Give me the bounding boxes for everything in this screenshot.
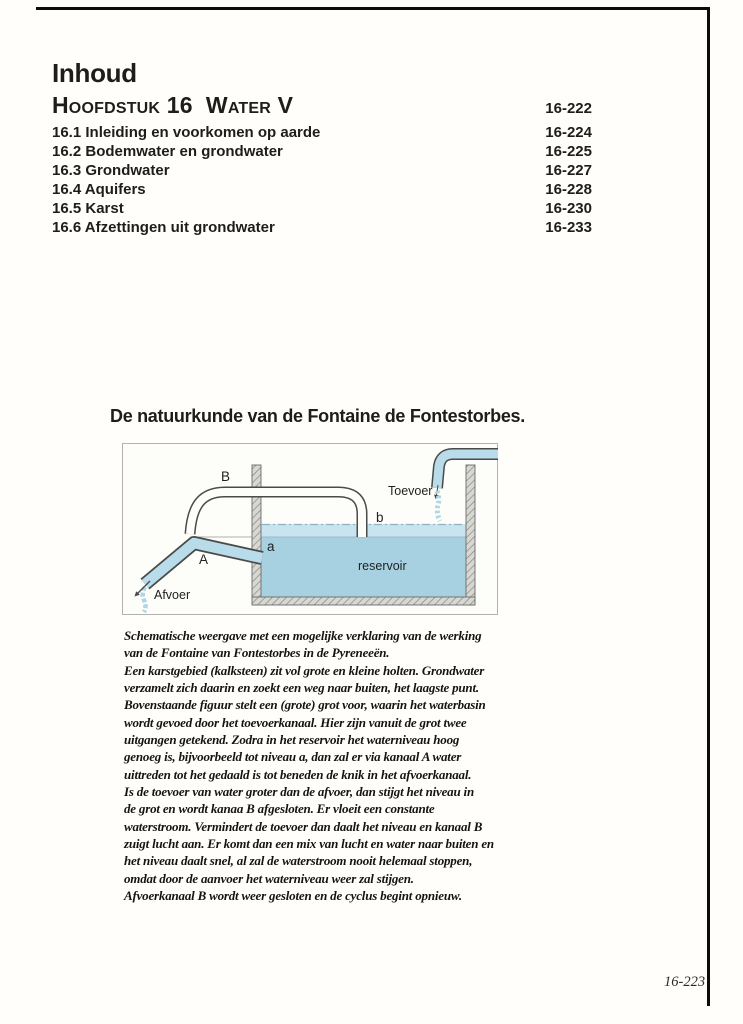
- footer-page-number: 16-223: [664, 974, 706, 990]
- toc-entry-page: 16-230: [545, 200, 592, 218]
- caption-line: uitgangen getekend. Zodra in het reservoir het waterniveau hoog: [124, 732, 460, 748]
- reservoir-floor: [252, 597, 475, 605]
- chapter-row: [52, 92, 592, 119]
- pipe-b-label: B: [221, 469, 231, 484]
- figure-caption: [124, 627, 504, 905]
- toc-entry-label: 16.6 Afzettingen uit grondwater: [52, 219, 275, 237]
- caption-line: Is de toevoer van water groter dan de afvoer, dan stijgt het niveau in: [124, 784, 474, 800]
- toc-entry-page: 16-224: [545, 124, 592, 141]
- caption-line: Bovenstaande figuur stelt een (grote) grot voor, waarin het waterbasin: [124, 697, 486, 713]
- toc-entry-page: 16-233: [545, 219, 592, 237]
- chapter-title: Hoofdstuk 16 Water V: [52, 92, 294, 118]
- reservoir-label: reservoir: [358, 559, 407, 573]
- level-b-label: b: [376, 510, 384, 525]
- toc-entry: [52, 199, 592, 218]
- toc-entry-page: 16-225: [545, 143, 592, 161]
- caption-line: zuigt lucht aan. Er komt dan een mix van lucht en water naar buiten en: [124, 836, 494, 852]
- toc-heading: Inhoud: [52, 58, 137, 88]
- article-title: De natuurkunde van de Fontaine de Fontestorbes.: [110, 406, 525, 426]
- toevoer-label: Toevoer: [388, 484, 433, 498]
- right-rule: [707, 7, 710, 1006]
- caption-line: genoeg is, bijvoorbeeld tot niveau a, dan zal er via kanaal A water: [124, 749, 462, 765]
- level-a-label: a: [267, 539, 275, 554]
- toc-entry-page: 16-227: [545, 162, 592, 180]
- caption-line: uittreden tot het gedaald is tot beneden de knik in het afvoerkanaal.: [124, 766, 472, 782]
- caption-line: wordt gevoed door het toevoerkanaal. Hier zijn vanuit de grot twee: [124, 714, 467, 730]
- caption-line: verzamelt zich daarin en zoekt een weg naar buiten, het laagste punt.: [124, 680, 479, 696]
- caption-line: omdat door de aanvoer het waterniveau weer zal stijgen.: [124, 870, 414, 886]
- toc-entry-label: 16.1 Inleiding en voorkomen op aarde: [52, 124, 321, 141]
- toc-entry: [52, 123, 592, 142]
- toc-entry-label: 16.5 Karst: [52, 200, 124, 218]
- toc-entry: [52, 142, 592, 161]
- chapter-page-number: 16-222: [545, 100, 592, 117]
- caption-line: Een karstgebied (kalksteen) zit vol grote en kleine holten. Grondwater: [124, 662, 485, 678]
- afvoer-label: Afvoer: [154, 588, 191, 602]
- fountain-diagram: [122, 443, 498, 615]
- toc-entry-label: 16.2 Bodemwater en grondwater: [52, 143, 283, 161]
- caption-line: de grot en wordt kanaa B afgesloten. Er vloeit een constante: [124, 801, 435, 817]
- fountain-diagram-svg: [122, 443, 498, 615]
- caption-line: waterstroom. Vermindert de toevoer dan daalt het niveau en kanaal B: [124, 818, 483, 834]
- caption-line: het niveau daalt snel, al zal de waterstroom nooit helemaal stoppen,: [124, 853, 473, 869]
- toc-entry-label: 16.4 Aquifers: [52, 181, 146, 199]
- caption-line: van de Fontaine van Fontestorbes in de Pyreneeën.: [124, 645, 390, 661]
- toc-entry: [52, 218, 592, 237]
- center-wall: [252, 465, 261, 597]
- table-of-contents: [52, 123, 592, 238]
- toc-entry: [52, 180, 592, 199]
- caption-line: Schematische weergave met een mogelijke verklaring van de werking: [124, 628, 482, 643]
- pipe-a-label: A: [199, 552, 209, 567]
- toc-entry-page: 16-228: [545, 181, 592, 199]
- toc-entry: [52, 161, 592, 180]
- right-wall: [466, 465, 475, 605]
- caption-line: Afvoerkanaal B wordt weer gesloten en de cyclus begint opnieuw.: [124, 888, 462, 904]
- top-rule: [36, 7, 710, 10]
- toc-entry-label: 16.3 Grondwater: [52, 162, 170, 180]
